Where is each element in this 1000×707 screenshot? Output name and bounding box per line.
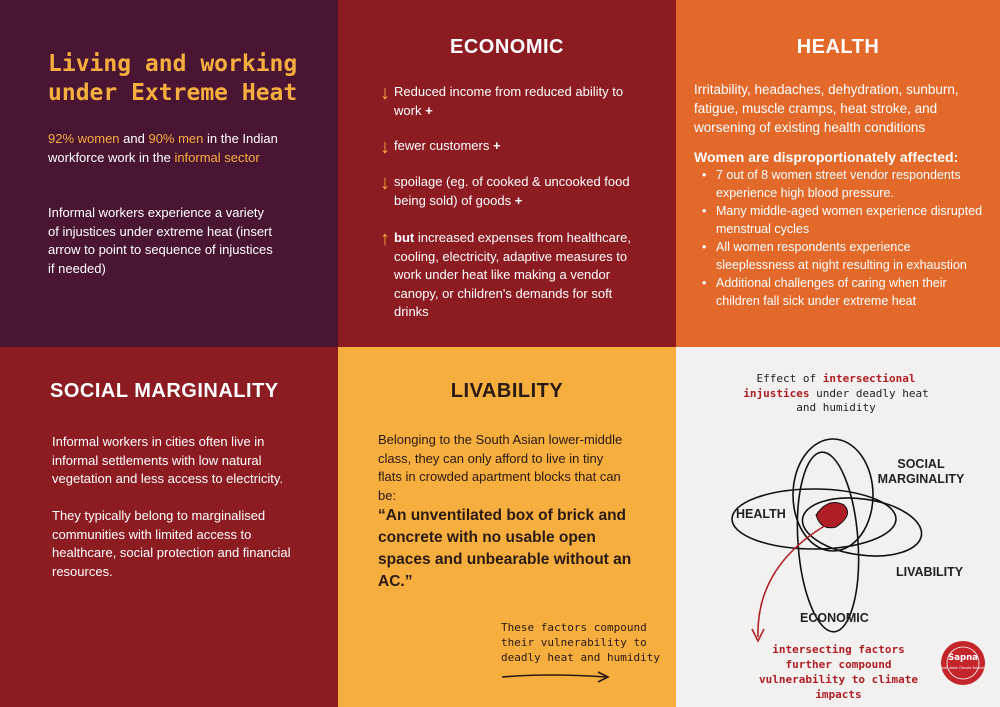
livability-quote: “An unventilated box of brick and concrete with no usable open spaces and unbearable without an AC.” <box>378 507 632 590</box>
livability-ellipse <box>799 491 926 563</box>
social-panel <box>0 347 338 707</box>
up-arrow-icon: ↑ <box>380 228 390 250</box>
economic-item: ↓ Reduced income from reduced ability to work + <box>380 83 640 120</box>
social-title: SOCIAL MARGINALITY <box>50 380 279 402</box>
list-item: • Additional challenges of caring when their children fall sick under extreme heat <box>698 274 990 310</box>
stat-women: 92% women <box>48 131 120 146</box>
label-health: HEALTH <box>736 507 786 521</box>
economic-item: ↓ fewer customers + <box>380 136 501 158</box>
economic-panel <box>338 0 676 347</box>
list-item: • All women respondents experience sleeplessness at night resulting in exhaustion <box>698 238 990 274</box>
compound-note: These factors compound their vulnerability to deadly heat and humidity <box>501 621 660 664</box>
livability-title: LIVABILITY <box>450 380 564 402</box>
label-social: SOCIAL MARGINALITY <box>877 457 965 486</box>
economic-item: ↓ spoilage (eg. of cooked & uncooked food being sold) of goods + <box>380 173 640 210</box>
health-intro: Irritability, headaches, dehydration, sunburn, fatigue, muscle cramps, heat stroke, and worsening of existing health conditions <box>694 82 959 135</box>
label-economic: ECONOMIC <box>800 611 869 625</box>
health-title: HEALTH <box>796 36 880 58</box>
diagram-title: Effect of intersectional injustices under deadly heat and humidity <box>743 372 929 414</box>
diagram-panel <box>676 347 1000 707</box>
stat-men: 90% men <box>148 131 204 146</box>
svg-text:Sapna: Sapna <box>948 653 978 663</box>
down-arrow-icon: ↓ <box>380 172 390 194</box>
sapna-logo <box>939 641 987 685</box>
social-para: They typically belong to marginalised communities with limited access to healthcare, social protection and financial resources. <box>52 508 291 579</box>
list-item: • 7 out of 8 women street vendor respondents experience high blood pressure. <box>698 166 990 202</box>
down-arrow-icon: ↓ <box>380 82 390 104</box>
injustice-info: Informal workers experience a variety of injustices under extreme heat (insert arrow to point to sequence of injustices if needed) <box>48 205 273 276</box>
diagram-footer: intersecting factors further compound vulnerability to climate impacts <box>759 643 918 701</box>
svg-text:South Asian Climate Solutions: South Asian Climate Solutions <box>939 666 987 670</box>
right-arrow-icon <box>498 667 618 687</box>
livability-text: Belonging to the South Asian lower-middle class, they can only afford to live in tiny flats in crowded apartment blocks that can be: <box>378 432 623 503</box>
economic-title: ECONOMIC <box>450 36 564 58</box>
intro-panel <box>0 0 338 347</box>
down-arrow-icon: ↓ <box>380 136 390 158</box>
health-bullets <box>698 166 990 310</box>
health-panel <box>676 0 1000 347</box>
list-item: • Many middle-aged women experience disrupted menstrual cycles <box>698 202 990 238</box>
stat-sector: informal sector <box>174 149 260 165</box>
label-livability: LIVABILITY <box>896 565 964 579</box>
workforce-stat: 92% women and 90% men in the Indian workforce work in the informal sector <box>48 131 278 165</box>
intersection-fill <box>816 503 848 528</box>
economic-item: ↑ but increased expenses from healthcare, cooling, electricity, adaptive measures to work under heat like making a vendor canopy, or children's demands for soft drinks <box>380 229 640 322</box>
social-para: Informal workers in cities often live in informal settlements with low natural vegetation and less access to electricity. <box>52 434 283 486</box>
livability-panel <box>338 347 676 707</box>
women-heading: Women are disproportionately affected: <box>694 149 959 165</box>
main-title: Living and working under Extreme Heat <box>48 51 298 106</box>
